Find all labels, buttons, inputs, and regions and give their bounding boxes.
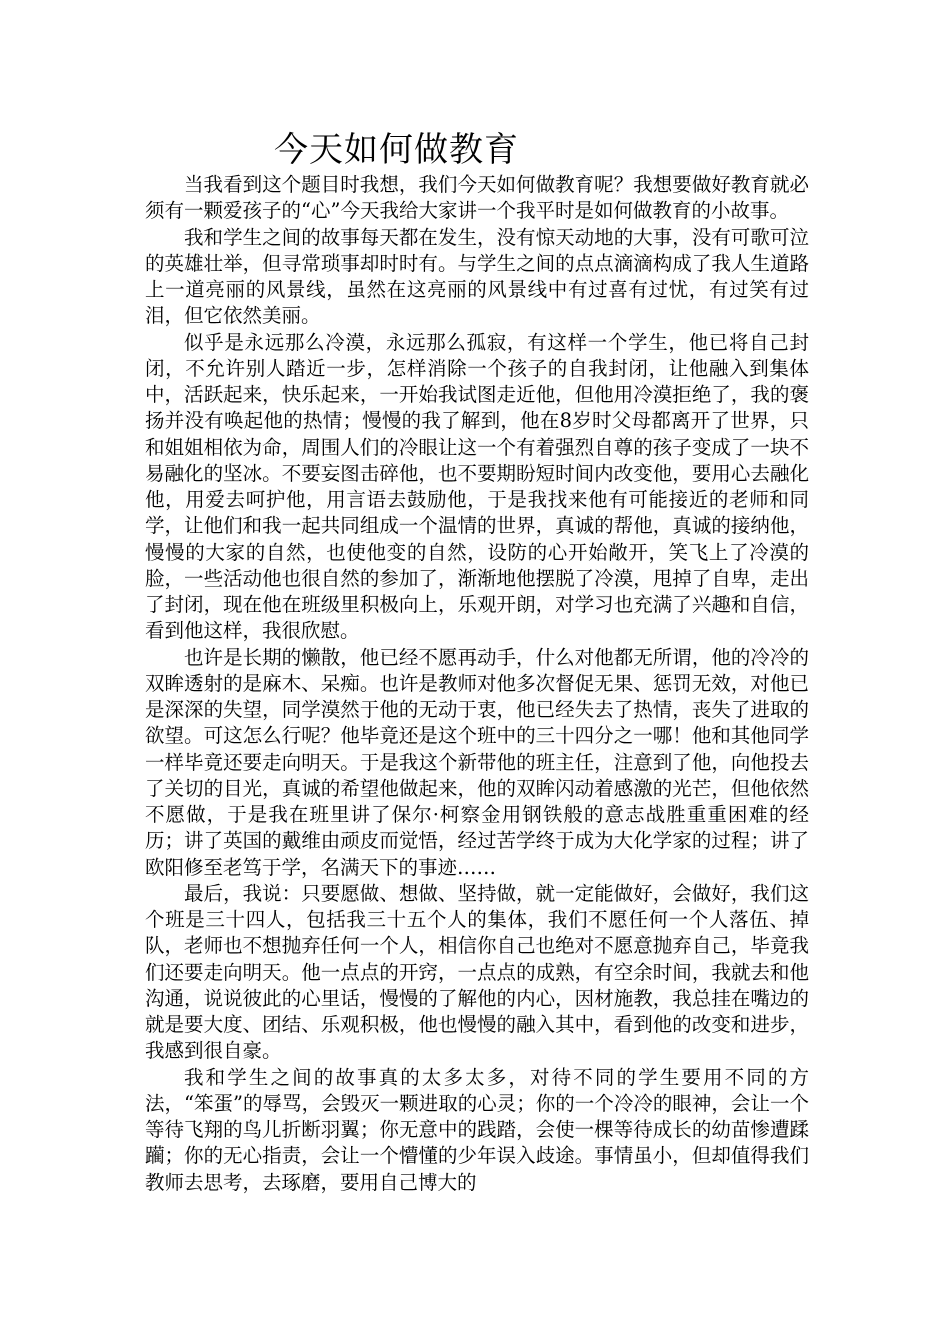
paragraph: 也许是长期的懒散，他已经不愿再动手，什么对他都无所谓，他的冷冷的双眸透射的是麻木、呆痴。也许是教师对他多次督促无果、惩罚无效，对他已是深深的失望，同学漠然于他的无动于衷，他已经失去了热情，丧失了进取的欲望。可这怎么行呢？他毕竟还是这个班中的三十四分之一哪！他和其他同学一样毕竟还要走向明天。于是我这个新带他的班主任，注意到了他，向他投去了关切的目光，真诚的希望他做起来，他的双眸闪动着感激的光芒，但他依然不愿做，于是我在班里讲了保尔·柯察金用钢铁般的意志战胜重重困难的经历；讲了英国的戴维由顽皮而觉悟，经过苦学终于成为大化学家的过程；讲了欧阳修至老笃于学，名满天下的事迹…… bbox=[145, 645, 809, 879]
paragraph: 我和学生之间的故事每天都在发生，没有惊天动地的大事，没有可歌可泣的英雄壮举，但寻常琐事却时时有。与学生之间的点点滴滴构成了我人生道路上一道亮丽的风景线，虽然在这亮丽的风景线中有过喜有过忧，有过笑有过泪，但它依然美丽。 bbox=[145, 225, 809, 328]
document-body bbox=[145, 172, 809, 1196]
paragraph: 我和学生之间的故事真的太多太多，对待不同的学生要用不同的方法，“笨蛋”的辱骂，会毁灭一颗进取的心灵；你的一个冷冷的眼神，会让一个等待飞翔的鸟儿折断羽翼；你无意中的践踏，会使一棵等待成长的幼苗惨遭蹂躏；你的无心指责，会让一个懵懂的少年误入歧途。事情虽小，但却值得我们教师去思考，去琢磨，要用自己博大的 bbox=[145, 1065, 809, 1194]
paragraph: 似乎是永远那么冷漠，永远那么孤寂，有这样一个学生，他已将自己封闭，不允许别人踏近一步，怎样消除一个孩子的自我封闭，让他融入到集体中，活跃起来，快乐起来，一开始我试图走近他，但他用冷漠拒绝了，我的褒扬并没有唤起他的热情；慢慢的我了解到，他在8岁时父母都离开了世界，只和姐姐相依为命，周围人们的冷眼让这一个有着强烈自尊的孩子变成了一块不易融化的坚冰。不要妄图击碎他，也不要期盼短时间内改变他，要用心去融化他，用爱去呵护他，用言语去鼓励他，于是我找来他有可能接近的老师和同学，让他们和我一起共同组成一个温情的世界，真诚的帮他，真诚的接纳他，慢慢的大家的自然，也使他变的自然，设防的心开始敞开，笑飞上了冷漠的脸，一些活动他也很自然的参加了，渐渐地他摆脱了冷漠，甩掉了自卑，走出了封闭，现在他在班级里积极向上，乐观开朗，对学习也充满了兴趣和自信，看到他这样，我很欣慰。 bbox=[145, 330, 809, 643]
page-title: 今天如何做教育 bbox=[274, 130, 519, 170]
paragraph: 最后，我说：只要愿做、想做、坚持做，就一定能做好，会做好，我们这个班是三十四人，包括我三十五个人的集体，我们不愿任何一个人落伍、掉队，老师也不想抛弃任何一个人，相信你自己也绝对不愿意抛弃自己，毕竟我们还要走向明天。他一点点的开窍，一点点的成熟，有空余时间，我就去和他沟通，说说彼此的心里话，慢慢的了解他的内心，因材施教，我总挂在嘴边的就是要大度、团结、乐观积极，他也慢慢的融入其中，看到他的改变和进步，我感到很自豪。 bbox=[145, 881, 809, 1063]
paragraph: 当我看到这个题目时我想，我们今天如何做教育呢？我想要做好教育就必须有一颗爱孩子的“心”今天我给大家讲一个我平时是如何做教育的小故事。 bbox=[145, 173, 809, 223]
